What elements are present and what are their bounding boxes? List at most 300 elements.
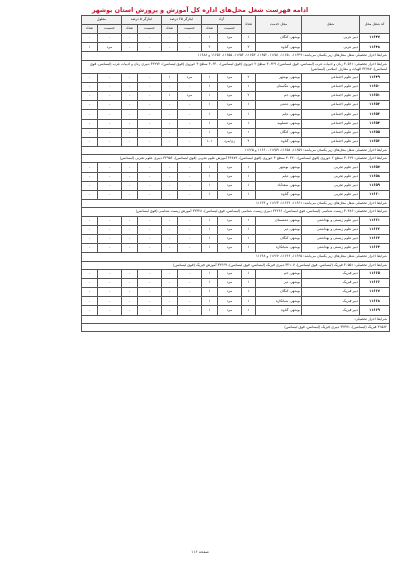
header-disabled: معلول: [81, 16, 121, 25]
disabled-num: -: [81, 225, 97, 234]
requirement-note: شرایط احراز تحصیلی شغل محل‌های زیر یکسان می‌باشد: ۱۱۶۴۹، ۱۱۶۵۰، ۱۱۶۵۱، ۱۱۶۵۲، ۱۱۶۵۳، ۱۱۶۵۴، ۱۱۶۵۵، ۱۱۶۵۶ و ۱۱۶۸۸: [81, 52, 389, 60]
q5-gender: -: [137, 128, 161, 137]
disabled-num: -: [81, 244, 97, 253]
q5-gender: -: [137, 244, 161, 253]
q5-gender: -: [137, 278, 161, 287]
job-place: بوشهر- گناوه: [256, 306, 302, 315]
job-place: بوشهر- دیلم: [256, 172, 302, 181]
q25-num: -: [161, 181, 177, 190]
job-count: ۱: [242, 269, 256, 278]
disabled-gender: -: [97, 172, 121, 181]
q25-num: -: [161, 297, 177, 306]
q25-num: ۱: [161, 91, 177, 100]
job-code: ۱۱۶۵۱: [360, 91, 390, 100]
q5-num: -: [121, 43, 137, 52]
job-count: ۲: [242, 73, 256, 82]
q5-gender: -: [137, 110, 161, 119]
disabled-num: ۱: [81, 43, 97, 52]
job-place: بوشهر- جم: [256, 91, 302, 100]
q5-num: -: [121, 34, 137, 43]
table-row: [9, 119, 389, 128]
disabled-num: -: [81, 119, 97, 128]
disabled-gender: -: [97, 82, 121, 91]
job-title: دبیر علوم اجتماعی: [302, 119, 360, 128]
q25-num: -: [161, 269, 177, 278]
table-row: [9, 297, 389, 306]
disabled-gender: -: [97, 297, 121, 306]
job-title: دبیر فیزیک: [302, 288, 360, 297]
job-place: بوشهر- گناوه: [256, 191, 302, 200]
table-row: [9, 91, 389, 100]
free-gender: مرد: [218, 119, 242, 128]
requirement-note: شرایط احراز تحصیلی شغل محل‌های زیر یکسان می‌باشد: ۱۱۶۵۷، ۱۱۶۵۸، ۱۱۶۵۹، ۱۱۶۶۰ و ۱۱۶۶۵: [81, 147, 389, 155]
q25-num: -: [161, 128, 177, 137]
job-title: دبیر علوم اجتماعی: [302, 73, 360, 82]
requirement-note-row: [9, 200, 389, 208]
job-count: ۱: [242, 288, 256, 297]
table-row: [9, 137, 389, 146]
requirement-note: شرایط احراز تحصیلی شغل محل‌های زیر یکسان می‌باشد: ۱۱۶۶۵، ۱۱۶۶۶، ۱۱۶۶۷ و ۱۱۶۶۸: [81, 253, 389, 261]
free-gender: مرد: [218, 73, 242, 82]
free-gender: مرد: [218, 101, 242, 110]
q25-num: -: [161, 82, 177, 91]
free-gender: مرد: [218, 297, 242, 306]
disabled-num: -: [81, 137, 97, 146]
job-code: ۱۱۶۵۷: [360, 163, 390, 172]
q5-num: -: [121, 110, 137, 119]
disabled-num: -: [81, 181, 97, 190]
job-place: بوشهر- دشتی: [256, 101, 302, 110]
header-count: تعداد: [242, 16, 256, 34]
job-title: دبیر فیزیک: [302, 269, 360, 278]
job-title: دبیر فیزیک: [302, 297, 360, 306]
q5-num: -: [121, 234, 137, 243]
job-title: دبیر علوم اجتماعی: [302, 101, 360, 110]
q25-gender: -: [177, 191, 201, 200]
free-gender: مرد: [218, 43, 242, 52]
free-num: ۱: [201, 172, 217, 181]
q25-num: -: [161, 288, 177, 297]
q5-gender: -: [137, 73, 161, 82]
job-title: دبیر علوم تجربی: [302, 191, 360, 200]
job-place: بوشهر- دیلم: [256, 110, 302, 119]
q5-num: -: [121, 82, 137, 91]
job-place: بوشهر- دیر: [256, 278, 302, 287]
q25-gender: -: [177, 297, 201, 306]
table-row: [9, 269, 389, 278]
job-code: ۱۱۶۶۰: [360, 191, 390, 200]
free-gender: مرد: [218, 91, 242, 100]
job-title: دبیر علوم تجربی: [302, 172, 360, 181]
job-code: ۱۱۶۵۳: [360, 110, 390, 119]
job-place: بوشهر- کنگان: [256, 234, 302, 243]
disabled-gender: -: [97, 163, 121, 172]
q5-gender: -: [137, 181, 161, 190]
disabled-num: -: [81, 269, 97, 278]
q5-gender: -: [137, 297, 161, 306]
q25-num: ۱: [161, 73, 177, 82]
disabled-num: -: [81, 278, 97, 287]
disabled-gender: -: [97, 216, 121, 225]
job-code: ۱۱۶۵۹: [360, 181, 390, 190]
free-num: ۱: [201, 225, 217, 234]
q25-gender: -: [177, 288, 201, 297]
job-count: ۱: [242, 110, 256, 119]
job-code: ۱۱۶۶۳: [360, 234, 390, 243]
free-gender: مرد: [218, 191, 242, 200]
free-gender: مرد: [218, 225, 242, 234]
requirement-note: ۳۱۵۸۲ فیزیک (لیسانس)، ۳۲۳۷۱ دبیری فیزیک (لیسانس، فوق لیسانس): [81, 323, 389, 331]
table-row: [9, 34, 389, 43]
q5-gender: -: [137, 288, 161, 297]
job-title: دبیر عربی: [302, 34, 360, 43]
table-row: [9, 73, 389, 82]
q5-gender: -: [137, 101, 161, 110]
q25-gender: -: [177, 82, 201, 91]
q25-gender: -: [177, 278, 201, 287]
q25-num: -: [161, 225, 177, 234]
q25-num: -: [161, 191, 177, 200]
table-row: [9, 163, 389, 172]
table-row: [9, 172, 389, 181]
disabled-gender: مرد: [97, 43, 121, 52]
job-title: دبیر علوم اجتماعی: [302, 128, 360, 137]
free-gender: مرد: [218, 244, 242, 253]
free-gender: مرد: [218, 234, 242, 243]
free-num: ۱: [201, 288, 217, 297]
job-code: ۱۱۶۶۷: [360, 288, 390, 297]
job-count: ۱: [242, 278, 256, 287]
requirement-note-row: [9, 60, 389, 73]
disabled-gender: -: [97, 234, 121, 243]
q25-gender: -: [177, 172, 201, 181]
job-place: بوشهر- دشتستان: [256, 216, 302, 225]
free-num: ۱: [201, 306, 217, 315]
q5-gender: -: [137, 191, 161, 200]
header-q5: ایثارگر ۵ درصد: [121, 16, 161, 25]
q25-gender: -: [177, 234, 201, 243]
requirement-note: شرایط احراز تحصیلی: ۳۰۵۶۱ زبان و ادبیات عرب (لیسانس، فوق لیسانس)، ۳۰۶۲۹ سطح ۲ حوزوی (فوق لیسانس)، ۳۰۶۳۰ سطح ۳ حوزوی (فوق لیسانس)، ۳۲۲۷۲ دبیری زبان و ادبیات عرب (لیسانس، فوق لیسانس)، ۳۲۷۸۷ الهیات و معارف اسلامی (لیسانس): [81, 60, 389, 73]
header-place: محل خدمت: [256, 16, 302, 34]
job-code: ۱۱۶۴۷: [360, 34, 390, 43]
q5-gender: -: [137, 119, 161, 128]
job-count: ۱: [242, 297, 256, 306]
free-num: ۱: [201, 234, 217, 243]
header-gender: جنسیت: [97, 25, 121, 34]
table-row: [9, 244, 389, 253]
job-title: دبیر علوم اجتماعی: [302, 110, 360, 119]
q25-gender: -: [177, 306, 201, 315]
job-title: دبیر علوم اجتماعی: [302, 82, 360, 91]
q25-gender: -: [177, 110, 201, 119]
page-number: صفحه ۱۱۶: [191, 549, 209, 554]
q25-gender: -: [177, 181, 201, 190]
table-row: [9, 225, 389, 234]
requirement-note: شرایط احراز تحصیلی: ۳۰۵۵۱ فیزیک (لیسانس، فوق لیسانس)، ۳۲۱۰۷ دبیری فیزیک (لیسانس، فوق لیسانس)، ۳۲۲۶۹ آموزش فیزیک (فوق لیسانس): [81, 261, 389, 269]
requirement-note: شرایط احراز تحصیلی: ۳۰۴۸۶ زیست شناسی (لیسانس، فوق لیسانس)، ۳۲۲۶۶ دبیری زیست شناسی (لیسانس، فوق لیسانس)، ۳۲۳۲۸ آموزش زیست شناسی (فوق لیسانس): [81, 208, 389, 216]
job-title: دبیر عربی: [302, 43, 360, 52]
requirement-note-row: [9, 52, 389, 60]
header-num: تعداد: [121, 25, 137, 34]
job-title: دبیر علوم زیستی و بهداشتی: [302, 244, 360, 253]
free-gender: مرد: [218, 172, 242, 181]
disabled-num: -: [81, 101, 97, 110]
q25-num: -: [161, 43, 177, 52]
disabled-gender: -: [97, 269, 121, 278]
q5-num: -: [121, 288, 137, 297]
table-row: [9, 234, 389, 243]
job-count: ۱: [242, 216, 256, 225]
q25-gender: -: [177, 137, 201, 146]
q25-num: -: [161, 110, 177, 119]
disabled-gender: -: [97, 278, 121, 287]
jobs-table: [9, 15, 390, 332]
job-code: ۱۱۶۵۸: [360, 172, 390, 181]
free-num: ۱: [201, 181, 217, 190]
job-title: دبیر فیزیک: [302, 278, 360, 287]
q25-num: -: [161, 216, 177, 225]
free-gender: مرد: [218, 278, 242, 287]
q5-gender: -: [137, 91, 161, 100]
job-count: ۱: [242, 234, 256, 243]
document-page: [10, 6, 390, 556]
job-count: ۱: [242, 119, 256, 128]
header-num: تعداد: [201, 25, 217, 34]
header-gender: جنسیت: [177, 25, 201, 34]
job-place: بوشهر- گناوه: [256, 137, 302, 146]
free-gender: زن/مرد: [218, 137, 242, 146]
free-num: ۱: [201, 82, 217, 91]
q5-gender: -: [137, 216, 161, 225]
disabled-gender: -: [97, 101, 121, 110]
q25-num: -: [161, 119, 177, 128]
job-code: ۱۱۶۵۶: [360, 137, 390, 146]
requirement-note-row: [9, 155, 389, 163]
free-gender: مرد: [218, 34, 242, 43]
header-job: شغل: [302, 16, 360, 34]
q5-num: -: [121, 91, 137, 100]
q25-gender: -: [177, 101, 201, 110]
q5-num: -: [121, 73, 137, 82]
q5-num: -: [121, 225, 137, 234]
free-gender: مرد: [218, 163, 242, 172]
job-title: دبیر فیزیک: [302, 306, 360, 315]
job-code: ۱۱۶۴۸: [360, 43, 390, 52]
job-count: ۱: [242, 101, 256, 110]
q25-num: -: [161, 306, 177, 315]
disabled-gender: -: [97, 191, 121, 200]
q5-num: -: [121, 137, 137, 146]
disabled-gender: -: [97, 73, 121, 82]
q5-gender: -: [137, 137, 161, 146]
q5-gender: -: [137, 269, 161, 278]
job-code: ۱۱۶۵۰: [360, 82, 390, 91]
job-count: ۴: [242, 137, 256, 146]
job-title: دبیر علوم اجتماعی: [302, 137, 360, 146]
q5-num: -: [121, 269, 137, 278]
q5-num: -: [121, 297, 137, 306]
free-num: ۱: [201, 119, 217, 128]
q5-num: -: [121, 191, 137, 200]
job-place: بوشهر- دیر: [256, 225, 302, 234]
q25-gender: -: [177, 128, 201, 137]
table-row: [9, 181, 389, 190]
job-code: ۱۱۶۶۶: [360, 278, 390, 287]
job-code: ۱۱۶۵۲: [360, 101, 390, 110]
table-row: [9, 128, 389, 137]
disabled-num: -: [81, 110, 97, 119]
q5-num: -: [121, 244, 137, 253]
q25-gender: -: [177, 225, 201, 234]
job-title: دبیر علوم تجربی: [302, 163, 360, 172]
free-num: ۱: [201, 91, 217, 100]
free-num: ۱ ،۱: [201, 137, 217, 146]
requirement-note-row: [9, 147, 389, 155]
q25-num: -: [161, 34, 177, 43]
free-gender: مرد: [218, 181, 242, 190]
job-place: بوشهر- گناوه: [256, 43, 302, 52]
table-row: [9, 288, 389, 297]
requirement-note-row: [9, 261, 389, 269]
requirement-note-row: [9, 208, 389, 216]
q5-gender: -: [137, 82, 161, 91]
q5-gender: -: [137, 234, 161, 243]
table-row: [9, 82, 389, 91]
q25-gender: -: [177, 43, 201, 52]
requirement-note: شرایط احراز تحصیلی:: [81, 315, 389, 323]
header-code: کد شغل محل: [360, 16, 390, 34]
header-gender: جنسیت: [137, 25, 161, 34]
job-place: بوشهر- جم: [256, 269, 302, 278]
q25-num: -: [161, 163, 177, 172]
free-gender: مرد: [218, 288, 242, 297]
free-num: ۱: [201, 216, 217, 225]
job-code: ۱۱۶۶۸: [360, 297, 390, 306]
requirement-note: شرایط احراز تحصیلی شغل محل‌های زیر یکسان می‌باشد: ۱۱۶۶۱، ۱۱۶۶۲، ۱۱۶۶۳ و ۱۱۶۶۴: [81, 200, 389, 208]
header-gender: جنسیت: [218, 25, 242, 34]
q5-gender: -: [137, 306, 161, 315]
job-count: ۱: [242, 163, 256, 172]
free-num: ۱: [201, 128, 217, 137]
job-place: بوشهر- تنگستان: [256, 82, 302, 91]
q25-num: -: [161, 278, 177, 287]
q25-num: -: [161, 234, 177, 243]
q25-gender: -: [177, 119, 201, 128]
q5-num: -: [121, 306, 137, 315]
job-code: ۱۱۶۶۱: [360, 216, 390, 225]
q25-gender: مرد: [177, 73, 201, 82]
q5-num: -: [121, 119, 137, 128]
job-count: ۱: [242, 82, 256, 91]
job-code: ۱۱۶۵۵: [360, 128, 390, 137]
job-title: دبیر علوم زیستی و بهداشتی: [302, 234, 360, 243]
q25-gender: -: [177, 244, 201, 253]
q5-gender: -: [137, 34, 161, 43]
job-place: بوشهر- بوشهر: [256, 163, 302, 172]
job-title: دبیر علوم زیستی و بهداشتی: [302, 216, 360, 225]
job-place: بوشهر- عسلویه: [256, 119, 302, 128]
table-row: [9, 110, 389, 119]
job-count: ۱: [242, 225, 256, 234]
job-count: ۱: [242, 181, 256, 190]
q5-gender: -: [137, 225, 161, 234]
disabled-gender: -: [97, 128, 121, 137]
disabled-num: -: [81, 128, 97, 137]
free-num: ۱: [201, 163, 217, 172]
job-title: دبیر علوم تجربی: [302, 181, 360, 190]
job-code: ۱۱۶۶۵: [360, 269, 390, 278]
header-num: تعداد: [161, 25, 177, 34]
table-row: [9, 278, 389, 287]
header-num: تعداد: [81, 25, 97, 34]
disabled-gender: -: [97, 181, 121, 190]
disabled-num: -: [81, 91, 97, 100]
free-num: ۱: [201, 297, 217, 306]
job-place: بوشهر- کنگان: [256, 34, 302, 43]
job-code: ۱۱۶۶۲: [360, 225, 390, 234]
q5-num: -: [121, 172, 137, 181]
table-row: [9, 101, 389, 110]
table-row: [9, 191, 389, 200]
disabled-num: -: [81, 82, 97, 91]
disabled-gender: -: [97, 244, 121, 253]
disabled-num: -: [81, 73, 97, 82]
table-row: [9, 216, 389, 225]
table-row: [9, 306, 389, 315]
free-gender: مرد: [218, 82, 242, 91]
q25-gender: مرد: [177, 91, 201, 100]
q5-gender: -: [137, 172, 161, 181]
free-gender: مرد: [218, 269, 242, 278]
job-code: ۱۱۶۵۴: [360, 119, 390, 128]
disabled-num: -: [81, 172, 97, 181]
disabled-gender: -: [97, 225, 121, 234]
requirement-note: شرایط احراز تحصیلی: ۳۰۶۲۹ سطح ۲ حوزوی (فوق لیسانس)، ۳۰۶۳۰ سطح ۳ حوزوی (فوق لیسانس)، ۳۲۸۷۹ آموزش علوم تجربی (فوق لیسانس)، ۳۲۹۵۶ دبیری علوم تجربی (لیسانس): [81, 155, 389, 163]
disabled-gender: -: [97, 110, 121, 119]
table-row: [9, 43, 389, 52]
q25-num: -: [161, 244, 177, 253]
job-title: دبیر علوم اجتماعی: [302, 91, 360, 100]
free-gender: مرد: [218, 110, 242, 119]
job-count: ۱: [242, 244, 256, 253]
job-title: دبیر علوم زیستی و بهداشتی: [302, 225, 360, 234]
job-count: ۲: [242, 91, 256, 100]
job-place: بوشهر- شبانکاره: [256, 244, 302, 253]
disabled-gender: -: [97, 119, 121, 128]
job-count: ۳: [242, 43, 256, 52]
q25-gender: -: [177, 163, 201, 172]
disabled-gender: -: [97, 137, 121, 146]
job-place: بوشهر- کنگان: [256, 128, 302, 137]
free-gender: مرد: [218, 128, 242, 137]
q5-num: -: [121, 163, 137, 172]
job-place: بوشهر- سعدآباد: [256, 181, 302, 190]
job-count: ۱: [242, 172, 256, 181]
job-place: بوشهر- شبانکاره: [256, 297, 302, 306]
job-place: بوشهر- کنگان: [256, 288, 302, 297]
q5-num: -: [121, 278, 137, 287]
disabled-num: -: [81, 234, 97, 243]
free-num: ۱: [201, 269, 217, 278]
header-q25: ایثارگر ۲۵ درصد: [161, 16, 201, 25]
requirement-note-row: [9, 315, 389, 323]
q25-num: -: [161, 101, 177, 110]
job-count: ۱: [242, 191, 256, 200]
disabled-num: -: [81, 191, 97, 200]
q5-gender: -: [137, 43, 161, 52]
job-place: بوشهر- بوشهر: [256, 73, 302, 82]
header-free: آزاد: [201, 16, 241, 25]
